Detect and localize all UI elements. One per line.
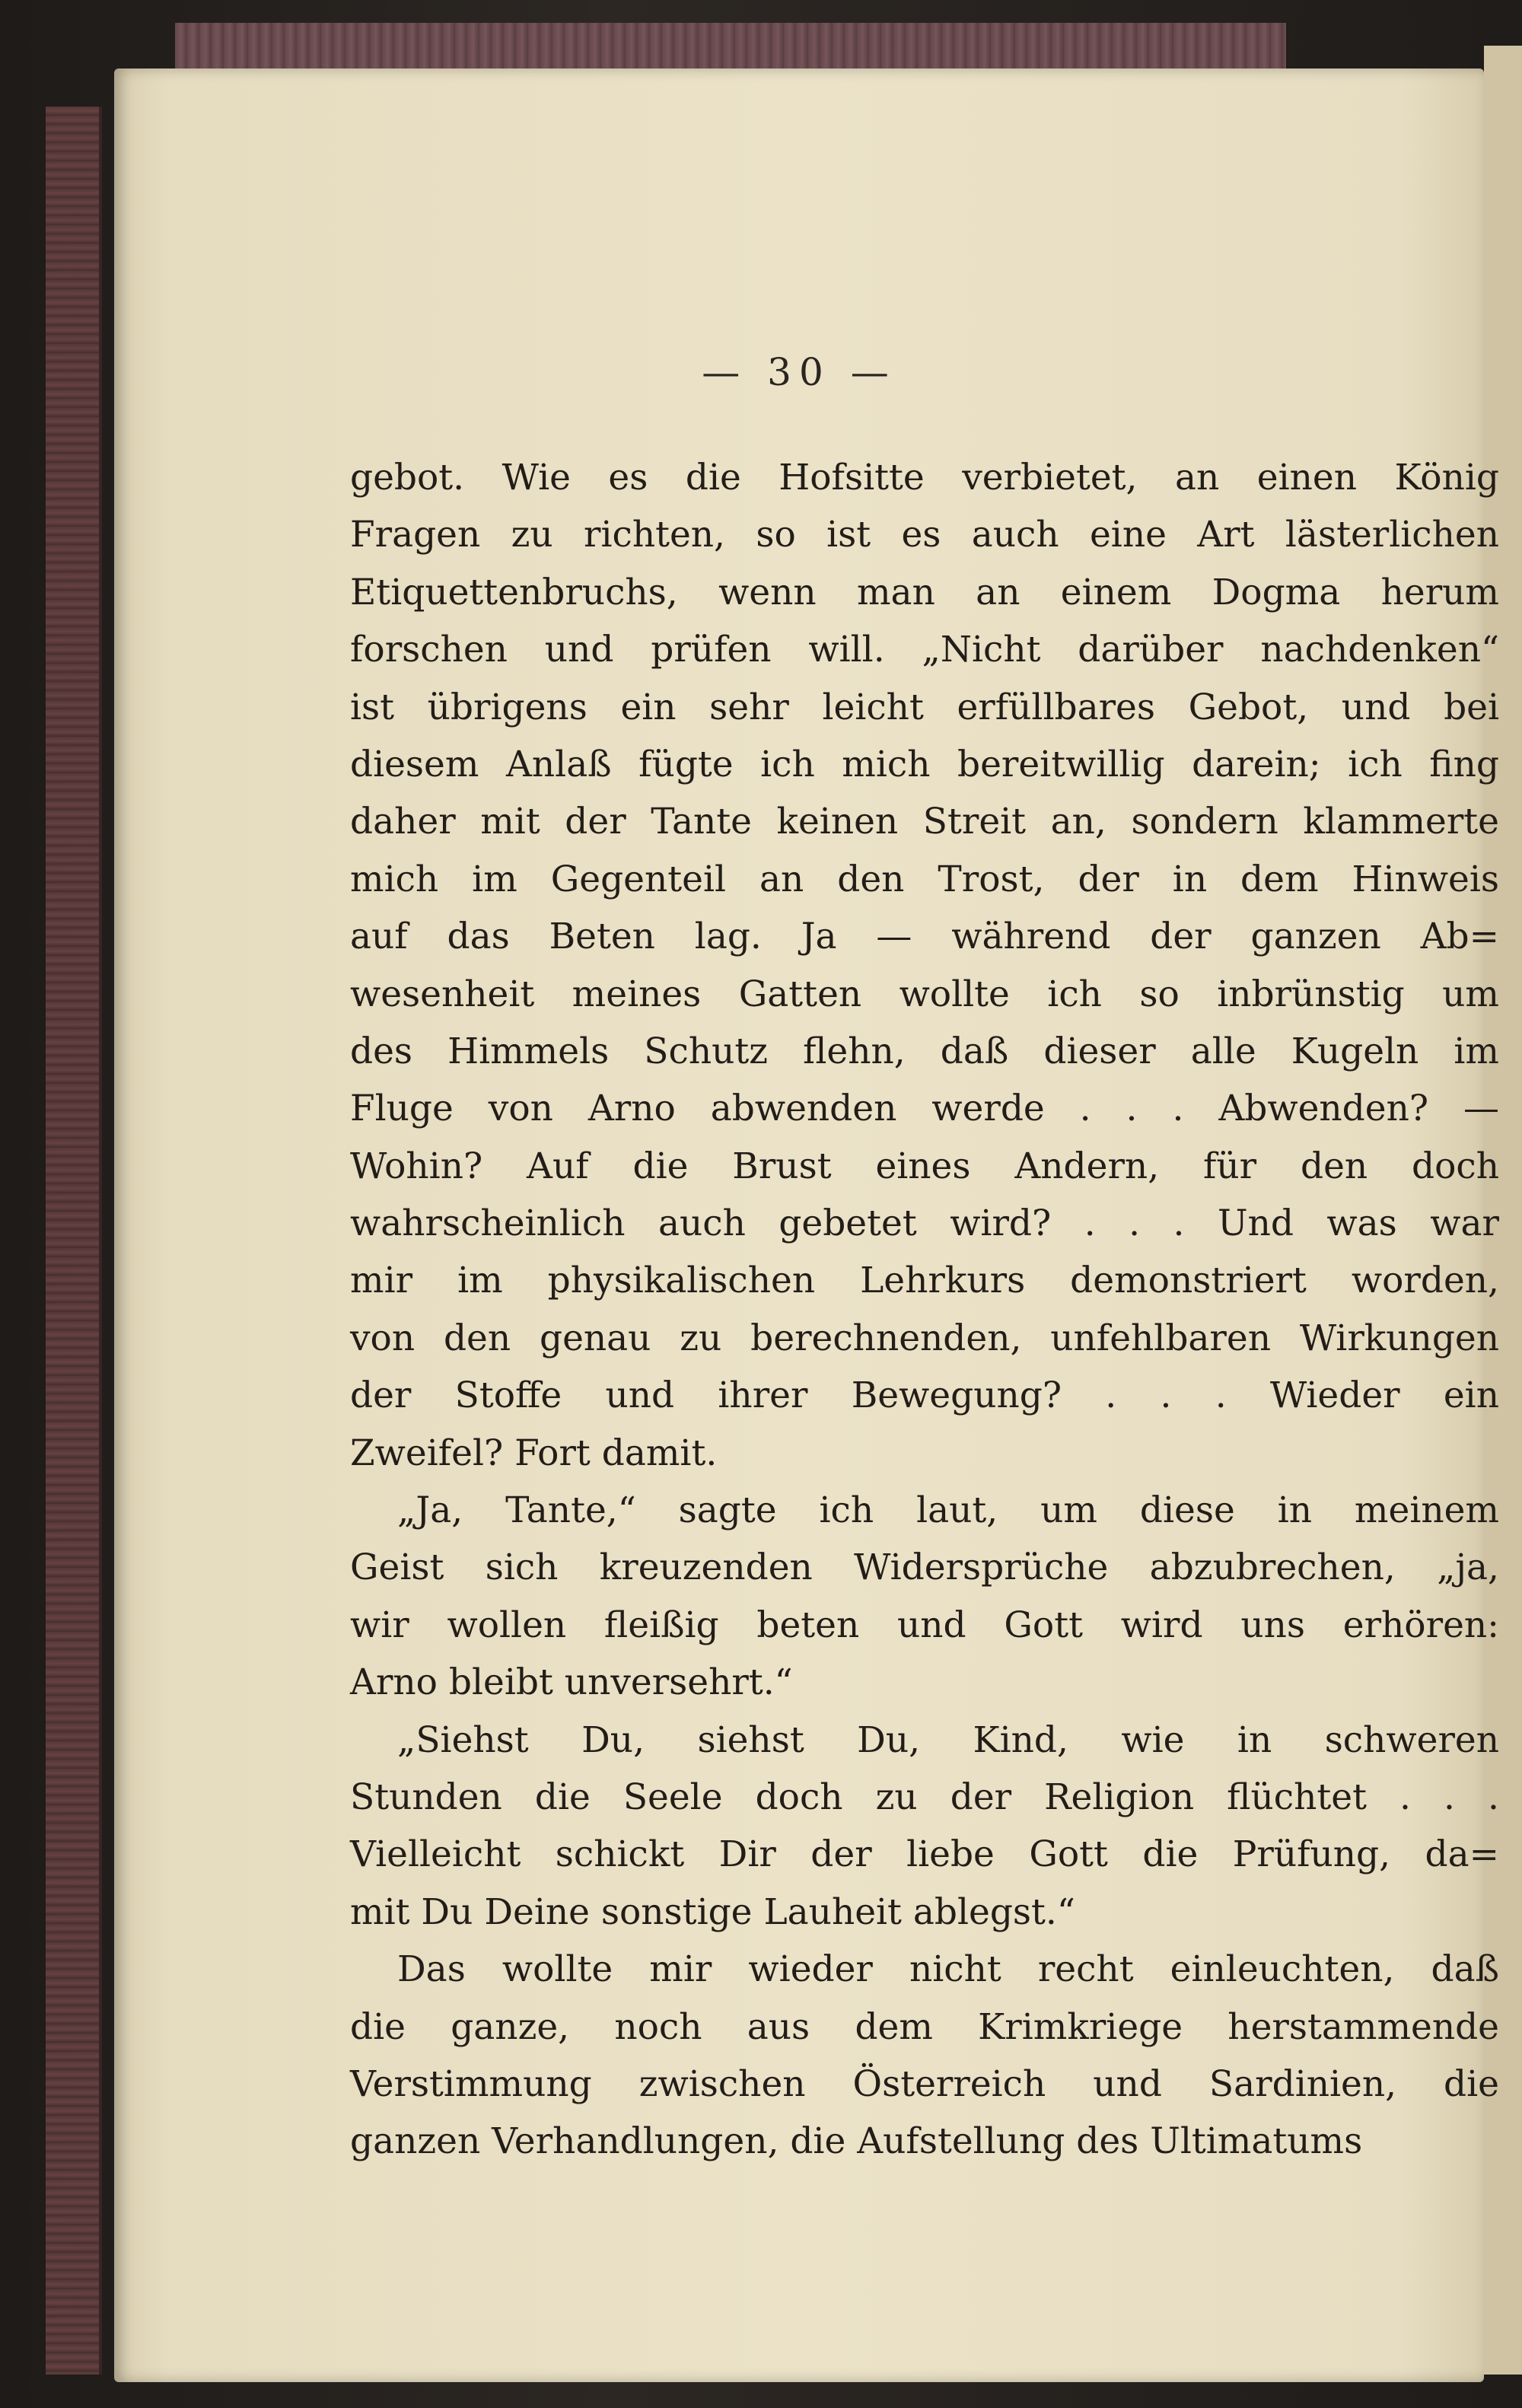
text-line: ganzen Verhandlungen, die Aufstellung des Ultimatums (350, 2120, 1363, 2163)
text-line: Zweifel? Fort damit. (350, 1432, 718, 1474)
text-line: diesem Anlaß fügte ich mich bereitwillig darein; ich fing (350, 743, 1499, 785)
text-line: Etiquettenbruchs, wenn man an einem Dogma herum (350, 571, 1499, 613)
binding-spine-edge (46, 107, 102, 2375)
text-line: Geist sich kreuzenden Widersprüche abzubrechen, „ja, (350, 1546, 1499, 1589)
page-number: — 30 — (702, 350, 896, 394)
text-line: auf das Beten lag. Ja — während der ganzen Ab= (350, 916, 1499, 958)
text-line: wesenheit meines Gatten wollte ich so inbrünstig um (350, 973, 1499, 1015)
text-line: von den genau zu berechnenden, unfehlbaren Wirkungen (350, 1317, 1499, 1359)
text-line: mich im Gegenteil an den Trost, der in dem Hinweis (350, 858, 1499, 900)
text-line: des Himmels Schutz flehn, daß dieser alle Kugeln im (350, 1030, 1499, 1072)
text-line: der Stoffe und ihrer Bewegung? . . . Wieder ein (350, 1374, 1499, 1417)
text-line: Fragen zu richten, so ist es auch eine Art lästerlichen (350, 514, 1499, 556)
text-line: Verstimmung zwischen Österreich und Sardinien, die (350, 2062, 1499, 2105)
text-line: Fluge von Arno abwenden werde . . . Abwenden? — (350, 1088, 1499, 1130)
text-line: Arno bleibt unversehrt.“ (350, 1661, 793, 1704)
text-line: Das wollte mir wieder nicht recht einleuchten, daß (397, 1948, 1499, 1991)
text-line: forschen und prüfen will. „Nicht darüber nachdenken“ (350, 629, 1499, 671)
text-line: gebot. Wie es die Hofsitte verbietet, an einen König (350, 457, 1499, 498)
page-text (350, 449, 1499, 2171)
text-line: Wohin? Auf die Brust eines Andern, für den doch (350, 1145, 1499, 1187)
text-line: mir im physikalischen Lehrkurs demonstriert worden, (350, 1260, 1499, 1302)
book-page (114, 68, 1499, 2382)
text-line: „Ja, Tante,“ sagte ich laut, um diese in meinem (397, 1489, 1499, 1532)
text-line: Vielleicht schickt Dir der liebe Gott die Prüfung, da= (350, 1833, 1499, 1876)
text-line: wahrscheinlich auch gebetet wird? . . . Und was war (350, 1202, 1499, 1245)
text-line: Stunden die Seele doch zu der Religion flüchtet . . . (350, 1776, 1499, 1818)
text-line: mit Du Deine sonstige Lauheit ablegst.“ (350, 1890, 1075, 1933)
text-line: „Siehst Du, siehst Du, Kind, wie in schweren (397, 1718, 1499, 1761)
text-line: daher mit der Tante keinen Streit an, sondern klammerte (350, 801, 1499, 843)
text-line: ist übrigens ein sehr leicht erfüllbares Gebot, und bei (350, 686, 1499, 728)
text-line: wir wollen fleißig beten und Gott wird uns erhören: (350, 1604, 1499, 1646)
text-line: die ganze, noch aus dem Krimkriege herstammende (350, 2005, 1499, 2048)
